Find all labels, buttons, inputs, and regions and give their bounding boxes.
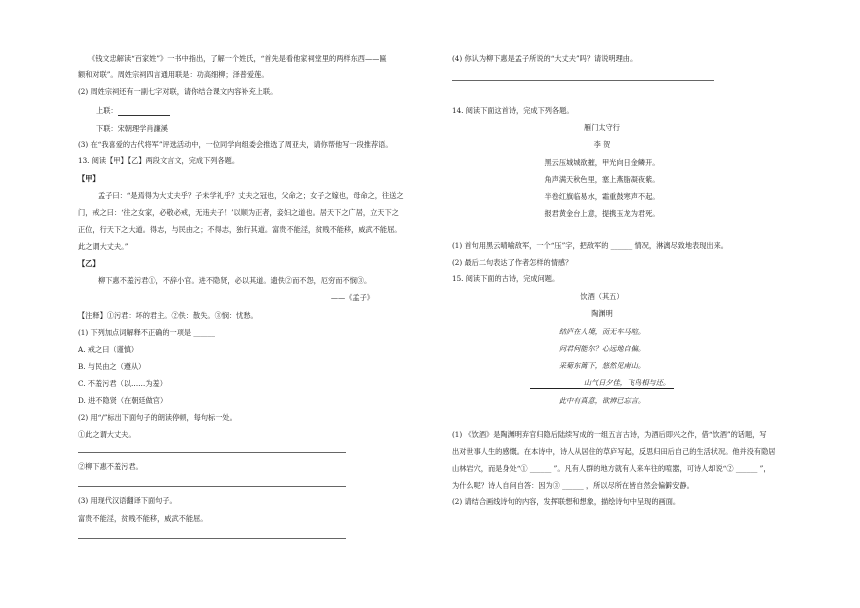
answer-line-4[interactable] [452,80,714,81]
poem-2-line-1: 结庐在人境，而无车马喧。 [558,327,646,336]
question-15: 15. 阅读下面的古诗，完成问题。 [452,274,560,283]
poem-1-author: 李 贺 [593,140,611,149]
question-3: (3) 在“我喜爱的古代将军”评选活动中，一位同学向组委会推选了周亚夫，请你帮他写一段推荐语。 [78,140,393,149]
sentence-2: ②柳下惠不羞污君。 [78,462,143,471]
question-15-1-b: 出对世事人生的感慨。在本诗中，诗人从居住的草庐写起，反思归田后自己的生活状况。他并没有隐居 [452,447,776,456]
passage-yi-line-1: 柳下惠不羞污君①，不辞小官。进不隐贤，必以其道。遗佚②而不怨，厄穷而不悯③。 [98,276,372,285]
right-column [452,0,776,608]
question-1: (1) 下列加点词解释不正确的一项是 ______ [78,328,215,337]
question-15-1-a: (1) 《饮酒》是陶渊明弃官归隐后陆续写成的一组五言古诗，为酒后即兴之作，借“饮酒”的话题，写 [452,430,767,439]
question-2b: (2) 用“/”标出下面句子的朗读停顿，每句标一处。 [78,413,237,422]
question-15-1-d: 为什么呢？诗人自问自答：因为③ ______ ，所以尽所在皆自然会偏僻安静。 [452,481,694,490]
question-14-1: (1) 首句用黑云晴喻敌军，一个“压”字，把敌军的 ______ 情况，淋漓尽致地表现出来。 [452,241,728,250]
intro-line-1: 《钱文忠解读“百家姓”》一书中指出，了解一个姓氏，“首先是看他家祠堂里的两样东西——匾 [88,54,387,63]
answer-line-1[interactable] [78,452,346,453]
answer-line-2[interactable] [78,486,346,487]
poem-1-line-4: 报君黄金台上意，提携玉龙为君死。 [544,209,660,218]
option-d[interactable]: D. 进不隐贤（在朝廷做官） [78,396,168,405]
question-15-2: (2) 请结合画线诗句的内容，发挥联想和想象，描绘诗句中呈现的画面。 [452,497,681,506]
poem-1-line-1: 黑云压城城欲摧，甲光向日金鳞开。 [544,158,660,167]
option-a[interactable]: A. 戒之曰（谨慎） [78,345,139,354]
underlined-verse: 山气日夕佳，飞鸟相与还。 [530,378,674,389]
poem-2-line-5: 此中有真意，欲辨已忘言。 [558,396,646,405]
passage-yi-source: ——《孟子》 [330,293,374,302]
passage-jia-line-2: 门，戒之曰：‘往之女家，必敬必戒，无违夫子！’以顺为正者，妾妇之道也。居天下之广居，立天下之 [78,208,399,217]
sentence-3: 富贵不能淫，贫贱不能移，威武不能屈。 [78,514,208,523]
question-4: (4) 你认为柳下惠是孟子所说的“大丈夫”吗？请说明理由。 [452,54,638,63]
poem-2-title: 饮酒（其五） [580,292,624,301]
passage-jia-line-4: 此之谓大丈夫。” [78,242,129,251]
sentence-1: ①此之谓大丈夫。 [78,430,136,439]
upper-couplet-blank[interactable] [118,107,170,116]
poem-1-title: 雁门太守行 [584,123,620,132]
upper-couplet-label: 上联： [96,106,118,115]
question-15-1-c: 山林岩穴，而是身处“① ______ ”。凡有人群的地方就有人来车往的喧嚣，可诗人却说“② ______ ”， [452,464,771,473]
intro-line-2: 额和对联”。周姓宗祠四言通用联是：功高细柳；泽普爱莲。 [78,70,269,79]
left-column [78,0,404,608]
question-3b: (3) 用现代汉语翻译下面句子。 [78,496,177,505]
answer-line-3[interactable] [78,538,346,539]
option-b[interactable]: B. 与民由之（遵从） [78,362,146,371]
poem-2-line-3: 采菊东篱下，悠然见南山。 [558,361,646,370]
annotation-notes: 【注释】①污君：坏的君主。②佚：散失。③悯：忧愁。 [78,311,258,320]
poem-1-line-3: 半卷红旗临易水，霜重鼓寒声不起。 [544,192,660,201]
poem-2-line-4-underlined [452,378,752,389]
passage-jia-line-1: 孟子曰：“是焉得为大丈夫乎？子未学礼乎？丈夫之冠也，父命之；女子之嫁也，母命之，往送之 [98,191,404,200]
question-14: 14. 阅读下面这首诗，完成下列各题。 [452,106,574,115]
question-14-2: (2) 最后二句表达了作者怎样的情感？ [452,258,573,267]
poem-1-line-2: 角声满天秋色里，塞上燕脂凝夜紫。 [544,175,660,184]
upper-couplet [96,106,170,116]
option-c[interactable]: C. 不羞污君（以……为羞） [78,379,167,388]
passage-jia-line-3: 正位，行天下之大道。得志，与民由之；不得志，独行其道。富贵不能淫，贫贱不能移，威武不能屈。 [78,225,402,234]
lower-couplet: 下联：宋朝理学肖濂溪 [96,124,168,133]
poem-2-author: 陶渊明 [591,309,613,318]
passage-jia-label: 【甲】 [78,174,100,183]
poem-2-line-2: 问君何能尔？心远地自偏。 [558,344,646,353]
passage-yi-label: 【乙】 [78,259,100,268]
question-13: 13. 阅读【甲】【乙】两段文言文，完成下列各题。 [78,156,240,165]
question-2: (2) 周姓宗祠还有一副七字对联，请你结合课文内容补充上联。 [78,87,278,96]
